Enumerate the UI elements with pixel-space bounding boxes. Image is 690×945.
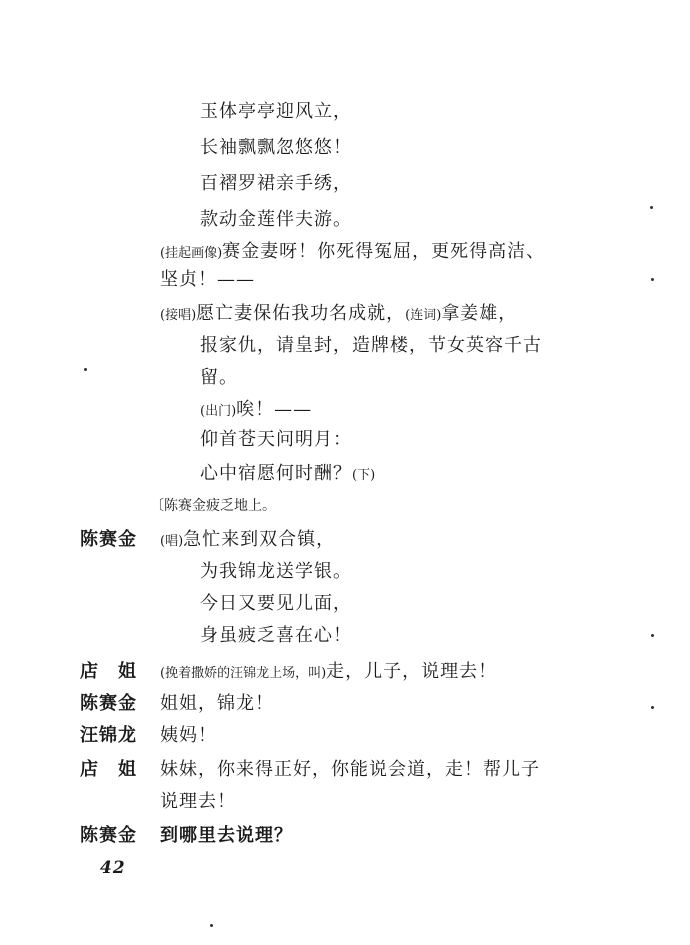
dialogue-line-23: 到哪里去说理？ [160, 825, 293, 846]
stage-direction: (出门) [200, 404, 237, 419]
stage-direction: (挽着撒娇的汪锦龙上场，叫) [160, 666, 327, 681]
speaker-chen-saijin: 陈赛金 [80, 529, 137, 550]
scan-speck [651, 706, 654, 709]
verse-line-15: 为我锦龙送学银。 [200, 561, 352, 582]
speaker-dian-jie: 店 姐 [80, 661, 137, 682]
dialogue-line-18: (挽着撒娇的汪锦龙上场，叫)走，儿子，说理去！ [160, 661, 498, 682]
scan-speck [650, 206, 653, 209]
scan-speck [651, 278, 654, 281]
dialogue-line-14: (唱)急忙来到双合镇， [160, 529, 336, 550]
stage-direction: (下) [352, 468, 376, 483]
dialogue-line-20: 姨妈！ [160, 725, 217, 746]
dialogue-line-21: 妹妹，你来得正好，你能说会道，走！帮儿子 [160, 759, 540, 780]
dialogue-line-8: 报家仇，请皇封，造牌楼，节女英容千古 [200, 335, 542, 356]
verse-line-17: 身虽疲乏喜在心！ [200, 625, 352, 646]
verse-line-4: 款动金莲伴夫游。 [200, 209, 352, 230]
dialogue-line-10: (出门)唉！—— [200, 399, 313, 420]
page-number: 42 [100, 858, 126, 878]
stage-direction: (唱) [160, 534, 184, 549]
stage-direction-entrance: 〔陈赛金疲乏地上。 [150, 498, 276, 514]
verse-line-2: 长袖飘飘忽悠悠！ [200, 137, 352, 158]
stage-direction: (接唱) [160, 308, 197, 323]
dialogue-line-6: 坚贞！—— [160, 269, 255, 290]
stage-direction-2: (连词) [405, 308, 442, 323]
verse-line-11: 仰首苍天问明月： [200, 429, 352, 450]
verse-line-1: 玉体亭亭迎风立， [200, 101, 352, 122]
speaker-chen-saijin: 陈赛金 [80, 693, 137, 714]
scan-speck [651, 634, 654, 637]
verse-line-3: 百褶罗裙亲手绣， [200, 173, 352, 194]
scan-speck [84, 368, 87, 371]
speaker-chen-saijin: 陈赛金 [80, 825, 137, 846]
scan-speck [210, 924, 213, 927]
dialogue-line-9: 留。 [200, 367, 238, 388]
dialogue-line-5: (挂起画像)赛金妻呀！你死得冤屈，更死得高洁、 [160, 241, 546, 262]
speaker-dian-jie: 店 姐 [80, 759, 137, 780]
dialogue-line-7: (接唱)愿亡妻保佑我功名成就，(连词)拿姜雄， [160, 303, 518, 324]
dialogue-line-22: 说理去！ [160, 791, 236, 812]
stage-direction: (挂起画像) [160, 246, 223, 261]
dialogue-line-19: 姐姐，锦龙！ [160, 693, 274, 714]
verse-line-12: 心中宿愿何时酬？(下) [200, 463, 376, 484]
verse-line-16: 今日又要见儿面， [200, 593, 352, 614]
speaker-wang-jinlong: 汪锦龙 [80, 725, 137, 746]
